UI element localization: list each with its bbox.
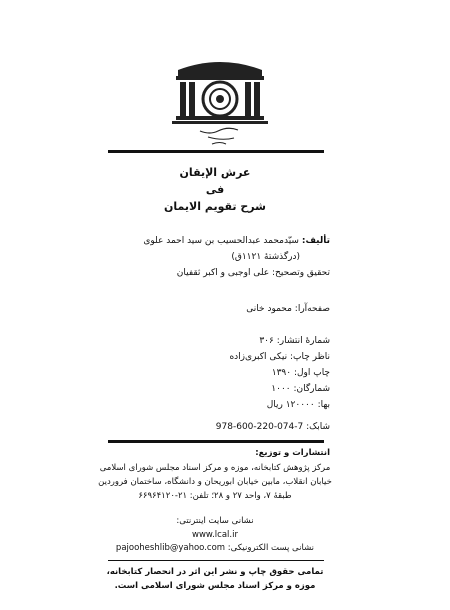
library-logo-emblem-icon	[168, 52, 272, 148]
isbn-value: 978-600-220-074-7	[215, 422, 304, 432]
email-link[interactable]: pajooheshlib@yahoo.com	[115, 543, 226, 553]
author-line	[143, 236, 330, 246]
distributor-line-2: خيابان انقلاب، مابين خيابان ابوريحان و دانشگاه، ساختمان فروردين	[98, 477, 332, 487]
copies: شمارگان: ۱۰۰۰	[271, 384, 330, 394]
distributor-heading: انتشارات و توزيع:	[255, 448, 330, 458]
print-supervisor: ناظر چاپ: نيكی اكبرى‌زاده	[229, 352, 330, 362]
edition: چاپ اول: ۱۳۹۰	[271, 368, 330, 378]
title-line-2: فی	[205, 183, 225, 196]
layout-designer: صفحه‌آرا: محمود خانی	[246, 304, 330, 314]
author-name: سيّدمحمد عبدالحسيب بن سيد احمد علوى	[143, 236, 299, 246]
rights-line-2: موزه و مركز اسناد مجلس شوراى اسلامی است.	[114, 581, 316, 591]
isbn-label: شابک:	[306, 422, 330, 432]
editors: تحقيق وتصحيح: علی اوجبی و اكبر ثقفيان	[176, 268, 330, 278]
divider-middle	[108, 440, 324, 443]
isbn-line	[216, 422, 330, 432]
email-label: نشانی پست الكترونيكی:	[227, 543, 315, 553]
price: بها: ۱۲۰۰۰۰ ريال	[266, 400, 330, 410]
title-line-1: عرش الإيقان	[179, 166, 251, 179]
rights-line-1: تمامی حقوق چاپ و نشر اين اثر در انحصار كتابخانه،	[106, 567, 324, 577]
author-label: تأليف:	[301, 236, 330, 246]
publication-number: شمارهٔ انتشار: ۳۰۶	[259, 336, 330, 346]
distributor-line-3: طبقهٔ ۷، واحد ۲۷ و ۲۸؛ تلفن: ۲۱-۶۶۹۶۴۱۲۰	[138, 491, 292, 501]
divider-bottom	[108, 560, 324, 561]
title-line-3: شرح تقويم الايمان	[164, 200, 266, 213]
divider-top	[108, 150, 324, 153]
website-label: نشانی سايت اينترنتی:	[176, 516, 254, 526]
website-link[interactable]: www.lcal.ir	[192, 530, 238, 540]
email-line	[100, 543, 330, 553]
author-death: (درگذشتهٔ ۱۱۲۱ق)	[231, 252, 300, 262]
website-line	[100, 530, 330, 540]
distributor-line-1: مركز پژوهش كتابخانه، موزه و مركز اسناد مجلس شوراى اسلامی	[99, 463, 331, 473]
